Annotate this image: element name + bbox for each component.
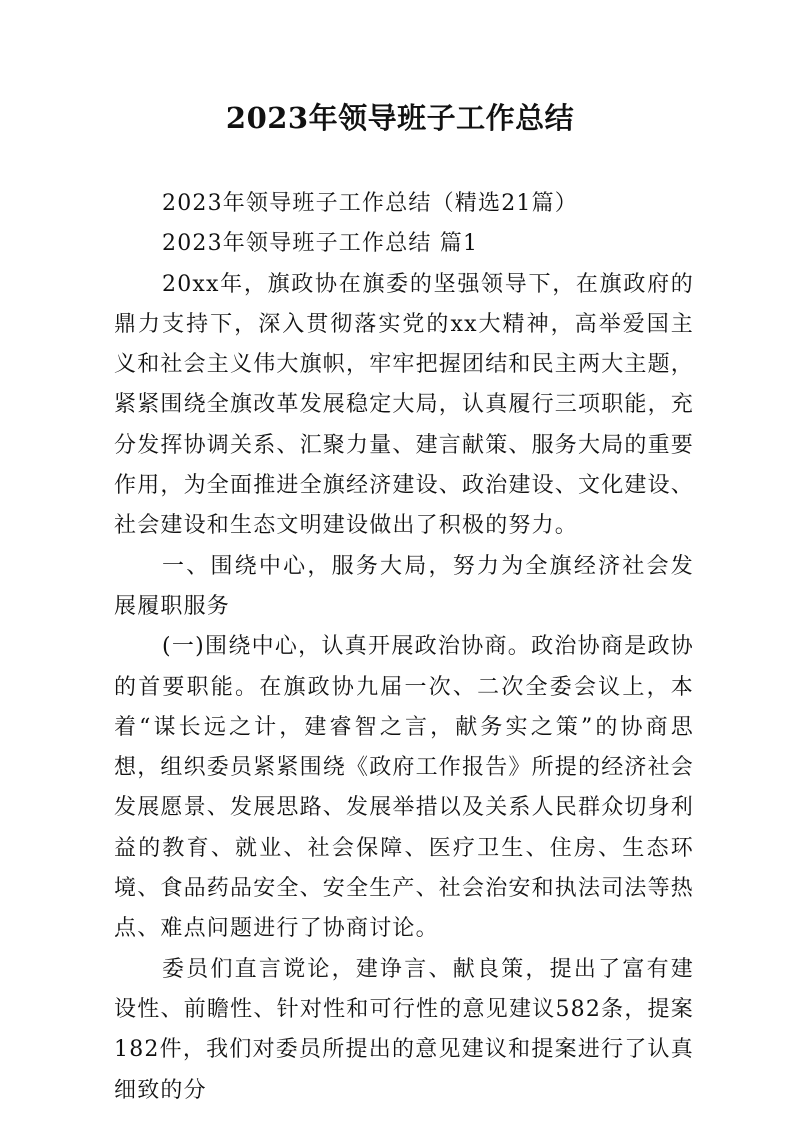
document-title: 2023年领导班子工作总结 bbox=[225, 101, 575, 135]
paragraph-subtitle: 2023年领导班子工作总结（精选21篇） bbox=[162, 191, 578, 216]
paragraph-political-consultation: (一)围绕中心，认真开展政治协商。政治协商是政协的首要职能。在旗政协九届一次、二次全委会议上，本着“谋长远之计，建睿智之言，献务实之策”的协商思想，组织委员紧紧围绕《政府工作报告》所提的经济社会发展愿景、发展思路、发展举措以及关系人民群众切身利益的教育、就业、社会保障、医疗卫生、住房、生态环境、食品药品安全、安全生产、社会治安和执法司法等热点、难点问题进行了协商讨论。 bbox=[114, 634, 695, 942]
paragraph-heading-one: 一、围绕中心，服务大局，努力为全旗经济社会发展履职服务 bbox=[114, 553, 694, 619]
document-body bbox=[114, 184, 694, 1111]
paragraph-intro: 20xx年，旗政协在旗委的坚强领导下，在旗政府的鼎力支持下，深入贯彻落实党的xx大精神，高举爱国主义和社会主义伟大旗帜，牢牢把握团结和民主两大主题，紧紧围绕全旗改革发展稳定大局，认真履行三项职能，充分发挥协调关系、汇聚力量、建言献策、服务大局的重要作用，为全面推进全旗经济建设、政治建设、文化建设、社会建设和生态文明建设做出了积极的努力。 bbox=[114, 271, 695, 539]
paragraph-section-heading: 2023年领导班子工作总结 篇1 bbox=[162, 231, 479, 257]
paragraph-committee-suggestions: 委员们直言谠论，建诤言、献良策，提出了富有建设性、前瞻性、针对性和可行性的意见建议582条，提案182件，我们对委员所提出的意见建议和提案进行了认真细致的分 bbox=[114, 956, 694, 1103]
